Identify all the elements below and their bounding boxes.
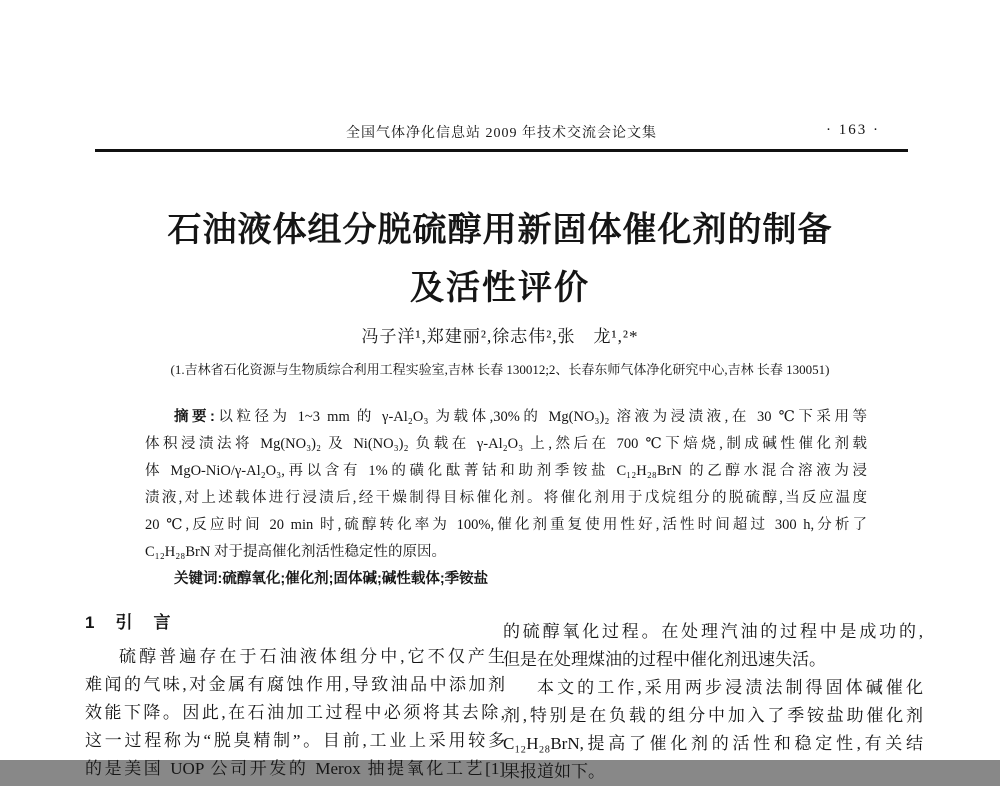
body-line: 本文的工作,采用两步浸渍法制得固体碱催化: [537, 678, 923, 697]
abstract-line: 体 MgO-NiO/γ-Al₂O₃,再以含有 1%的磺化酞菁钴和助剂季铵盐 C₁₂H₂₈BrN 的乙醇水混合溶液为浸: [145, 463, 867, 479]
body-line: 硫醇普遍存在于石油液体组分中,它不仅产生: [119, 647, 505, 666]
paper-title-line1: 石油液体组分脱硫醇用新固体催化剂的制备: [167, 211, 833, 249]
authors-line: 冯子洋¹,郑建丽²,徐志伟²,张 龙¹,²*: [361, 327, 639, 346]
body-line: C₁₂H₂₈BrN,提高了催化剂的活性和稳定性,有关结: [503, 734, 923, 753]
abstract-line: C₁₂H₂₈BrN 对于提高催化剂活性稳定性的原因。: [145, 544, 446, 560]
page-number: · 163 ·: [826, 122, 880, 138]
affiliation-line: (1.吉林省石化资源与生物质综合利用工程实验室,吉林 长春 130012;2、长春东师气体净化研究中心,吉林 长春 130051): [170, 362, 830, 377]
abstract-block: [145, 404, 867, 566]
left-column: [85, 610, 505, 783]
abstract-line: [145, 404, 867, 431]
abstract-line: 20 ℃,反应时间 20 min 时,硫醇转化率为 100%,催化剂重复使用性好,活性时间超过 300 h,分析了: [145, 517, 867, 533]
body-line: 效能下降。因此,在石油加工过程中必须将其去除,: [85, 703, 505, 722]
body-line-clipped: 的是美国 UOP 公司开发的 Merox 抽提氧化工艺[1]: [85, 759, 505, 778]
abstract-text: 以粒径为 1~3 mm 的 γ-Al₂O₃ 为载体,30%的 Mg(NO₃)₂ 溶液为浸渍液,在 30 ℃下采用等: [214, 409, 867, 425]
abstract-label: 摘要:: [174, 409, 215, 425]
body-line-clipped: 果报道如下。: [503, 762, 605, 781]
keywords-line: [145, 567, 867, 588]
body-line: 这一过程称为“脱臭精制”。目前,工业上采用较多: [85, 731, 505, 750]
abstract-line: 渍液,对上述载体进行浸渍后,经干燥制得目标催化剂。将催化剂用于戊烷组分的脱硫醇,当反应温度: [145, 490, 867, 506]
body-line: 难闻的气味,对金属有腐蚀作用,导致油品中添加剂: [85, 675, 505, 694]
body-line: 的硫醇氧化过程。在处理汽油的过程中是成功的,: [503, 622, 923, 641]
keywords-label: 关键词:: [174, 571, 223, 587]
keywords-text: 硫醇氧化;催化剂;固体碱;碱性载体;季铵盐: [222, 571, 489, 587]
body-line: 但是在处理煤油的过程中催化剂迅速失活。: [503, 650, 826, 669]
running-head: [95, 122, 908, 144]
body-line: 剂,特别是在负载的组分中加入了季铵盐助催化剂: [503, 706, 923, 725]
section-heading-intro: 1 引 言: [85, 613, 173, 632]
right-column: [503, 618, 923, 786]
paper-title-line2: 及活性评价: [410, 269, 590, 307]
header-rule: [95, 149, 908, 152]
abstract-line: 体积浸渍法将 Mg(NO₃)₂ 及 Ni(NO₃)₂ 负载在 γ-Al₂O₃ 上,然后在 700 ℃下焙烧,制成碱性催化剂载: [145, 436, 867, 452]
proceedings-title: 全国气体净化信息站 2009 年技术交流会论文集: [346, 126, 657, 141]
